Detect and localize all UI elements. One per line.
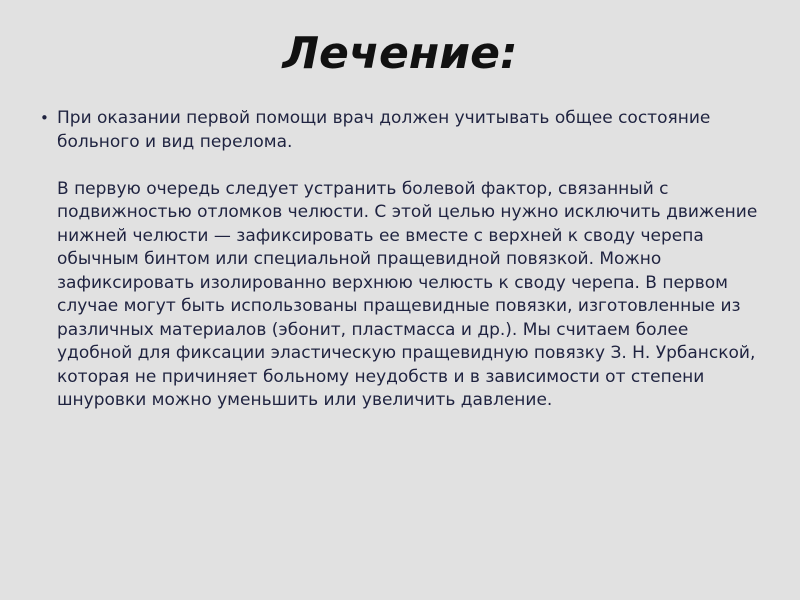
bullet-text bbox=[57, 107, 760, 413]
bullet-item bbox=[40, 107, 760, 413]
slide-content bbox=[40, 107, 760, 413]
bullet-dot-icon: • bbox=[40, 109, 49, 127]
paragraph-gap bbox=[57, 154, 760, 178]
paragraph-first-aid: При оказании первой помощи врач должен учитывать общее состояние больного и вид перелома. bbox=[57, 108, 711, 152]
paragraph-fixation: В первую очередь следует устранить болевой фактор, связанный с подвижностью отломков челюсти. С этой целью нужно исключить движение нижней челюсти — зафиксировать ее вместе с верхней к своду черепа обычным бинтом или специальной пращевидной повязкой. Можно зафиксировать изолированно верхнюю челюсть к своду черепа. В первом случае могут быть использованы пращевидные повязки, изготовленные из различных материалов (эбонит, пластмасса и др.). Мы считаем более удобной для фиксации эластическую пращевидную повязку З. Н. Урбанской, которая не причиняет больному неудобств и в зависимости от степени шнуровки можно уменьшить или увеличить давление. bbox=[57, 178, 758, 410]
slide-title: Лечение: bbox=[282, 28, 518, 79]
